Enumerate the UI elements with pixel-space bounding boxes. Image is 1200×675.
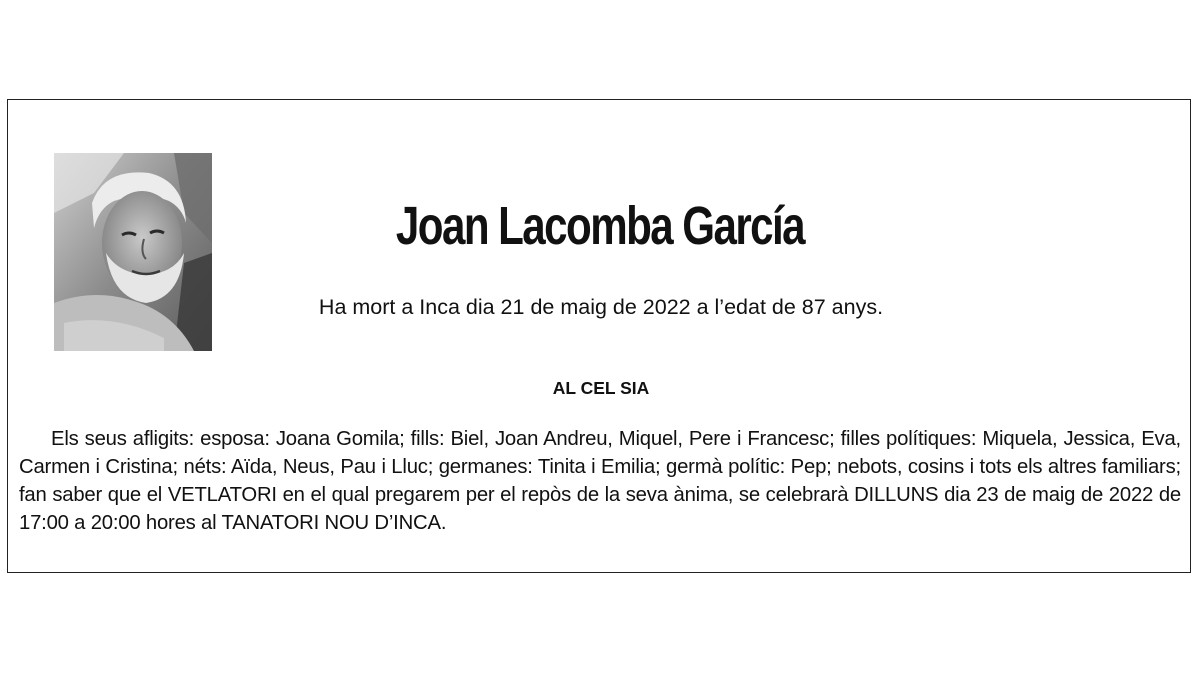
deceased-name: Joan Lacomba García: [395, 196, 805, 256]
rest-in-peace-heading: AL CEL SIA: [552, 378, 650, 398]
obituary-notice: [7, 99, 1191, 573]
death-announcement: Ha mort a Inca dia 21 de maig de 2022 a l’edat de 87 anys.: [318, 295, 884, 319]
mourners-paragraph: Els seus afligits: esposa: Joana Gomila; fills: Biel, Joan Andreu, Miquel, Pere i Francesc; filles polítiques: Miquela, Jessica, Eva, Carmen i Cristina; néts: Aïda, Neus, Pau i Lluc; germanes: Tinita i Emilia; germà polític: Pep; nebots, cosins i tots els altres familiars; fan saber que el VETLATORI en el qual pregarem per el repòs de la seva ànima, se celebrarà DILLUNS dia 23 de maig de 2022 de 17:00 a 20:00 hores al TANATORI NOU D’INCA.: [19, 428, 1181, 534]
